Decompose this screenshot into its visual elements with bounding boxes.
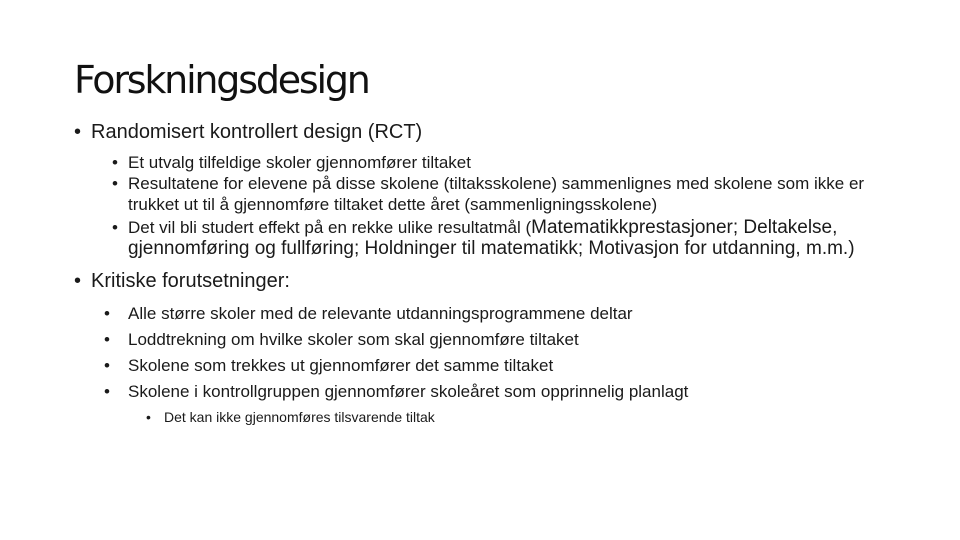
rct-sub-bullet-2-text: Resultatene for elevene på disse skolene (tiltaksskolene) sammenlignes med skolene som ikke er trukket ut til å gjennomføre tiltaket dette året (sammenligningsskolene) — [128, 174, 865, 214]
kritiske-subsub-bullet-1 — [74, 407, 914, 427]
rct-sub-list — [74, 152, 914, 259]
bullet-kritiske — [74, 267, 914, 295]
kritiske-subsub-bullet-1-text: Det kan ikke gjennomføres tilsvarende tiltak — [164, 409, 435, 425]
bullet-list-level-1 — [74, 118, 914, 427]
rct-sub-list-container — [74, 152, 914, 259]
kritiske-sub-bullet-2 — [74, 327, 914, 353]
bullet-rct — [74, 118, 914, 146]
kritiske-sub-bullet-4 — [74, 379, 914, 405]
rct-sub-bullet-3-lead: Det vil bli studert effekt på en rekke ulike resultatmål ( — [128, 218, 532, 237]
kritiske-subsub-list — [74, 407, 914, 427]
rct-sub-bullet-2 — [74, 173, 914, 215]
kritiske-sub-bullet-4-text: Skolene i kontrollgruppen gjennomfører skoleåret som opprinnelig planlagt — [128, 382, 689, 401]
kritiske-sub-bullet-2-text: Loddtrekning om hvilke skoler som skal gjennomføre tiltaket — [128, 330, 579, 349]
rct-sub-bullet-1 — [74, 152, 914, 173]
kritiske-sub-bullet-3-text: Skolene som trekkes ut gjennomfører det samme tiltaket — [128, 356, 554, 375]
kritiske-sub-bullet-3 — [74, 353, 914, 379]
rct-sub-bullet-3-outcomes: Matematikkprestasjoner; Deltakelse, gjennomføring og fullføring; Holdninger til matematikk; Motivasjon for utdanning, m.m.) — [128, 217, 855, 259]
slide-title: Forskningsdesign — [74, 58, 369, 102]
rct-sub-bullet-1-text: Et utvalg tilfeldige skoler gjennomfører tiltaket — [128, 153, 471, 172]
slide-body — [74, 118, 914, 427]
kritiske-subsub-list-container — [74, 407, 914, 427]
rct-sub-bullet-3 — [74, 217, 914, 259]
kritiske-sub-list-container — [74, 301, 914, 427]
bullet-rct-text: Randomisert kontrollert design (RCT) — [91, 121, 423, 143]
kritiske-sub-bullet-1 — [74, 301, 914, 327]
kritiske-sub-bullet-1-text: Alle større skoler med de relevante utdanningsprogrammene deltar — [128, 304, 633, 323]
kritiske-sub-list — [74, 301, 914, 427]
bullet-kritiske-text: Kritiske forutsetninger: — [91, 270, 290, 292]
